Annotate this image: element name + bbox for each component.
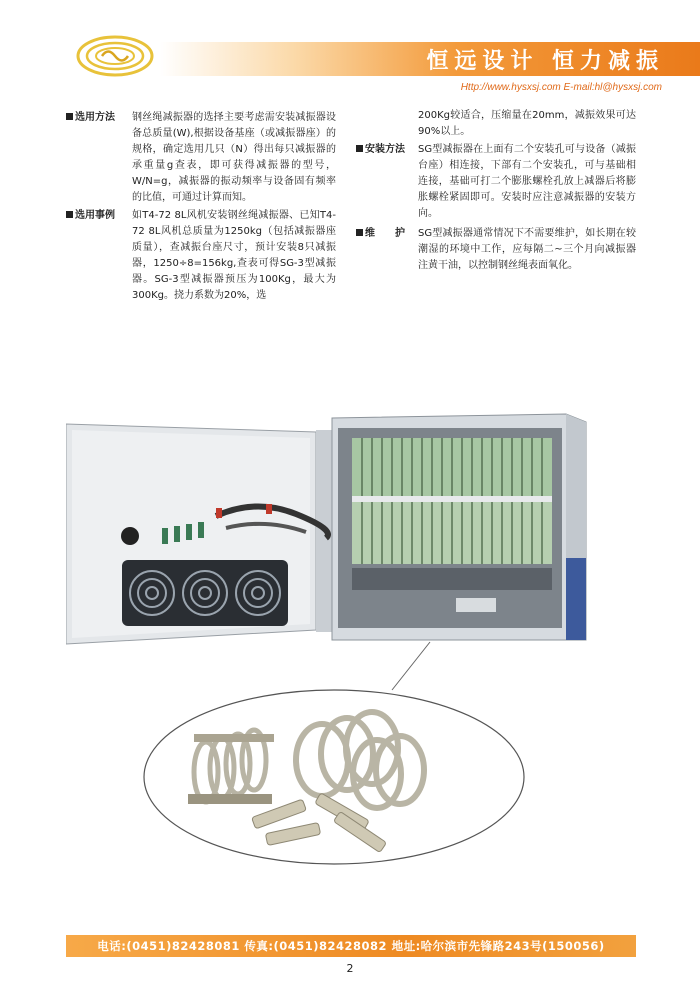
company-logo xyxy=(76,35,154,77)
footer-contact-bar xyxy=(66,935,636,957)
section-label xyxy=(66,110,132,126)
equipment-cabinet-photo xyxy=(66,408,632,648)
installation-text: SG型减振器在上面有二个安装孔可与设备（减振台座）相连接，下部有二个安装孔，可与基础相连接，基础可打二个膨胀螺栓孔放上减器后将膨胀螺栓紧固即可。安装时应注意减振器的安装方向。 xyxy=(418,144,636,219)
selection-method-label: 选用方法 xyxy=(75,112,115,123)
maintenance-label: 维 护 xyxy=(365,228,405,239)
selection-example-section xyxy=(66,208,336,304)
right-text-column xyxy=(356,108,636,276)
section-label xyxy=(356,226,418,242)
website-email: Http://www.hysxsj.com E-mail:hl@hysxsj.com xyxy=(460,82,662,93)
section-label xyxy=(356,142,418,158)
maintenance-section xyxy=(356,226,636,274)
footer-contact-text: 电话:(0451)82428081 传真:(0451)82428082 地址:哈尔滨市先锋路243号(150056) xyxy=(97,939,605,953)
selection-method-section xyxy=(66,110,336,206)
left-text-column xyxy=(66,110,336,306)
page-number: 2 xyxy=(346,962,354,975)
bullet-square-icon xyxy=(66,211,73,218)
selection-example-text: 如T4-72 8L风机安装钢丝绳减振器、已知T4-72 8L风机总质量为1250kg（包括减振器座质量），查减振台座尺寸，预计安装8只减振器，1250÷8=156kg,查表可得SG-3型减振器。SG-3型减振器预压为100Kg，最大为300Kg。挠力系数为20%，选 xyxy=(132,210,336,301)
bullet-square-icon xyxy=(356,229,363,236)
selection-example-label: 选用事例 xyxy=(75,210,115,221)
bullet-square-icon xyxy=(66,113,73,120)
bullet-square-icon xyxy=(356,145,363,152)
installation-label: 安装方法 xyxy=(365,144,405,155)
wire-rope-isolators-photo xyxy=(142,688,526,866)
selection-method-text: 钢丝绳减振器的选择主要考虑需安装减振器设备总质量(W),根据设备基座（或减振器座）的规格，确定选用几只（N）得出每只减振器的承重量g查表，即可获得减振器的型号，W/N=g，减振器的振动频率与设备固有频率的比值，可通过计算而知。 xyxy=(132,112,336,203)
page-title: 恒远设计 恒力减振 xyxy=(426,49,664,74)
installation-section xyxy=(356,142,636,222)
maintenance-text: SG型减振器通常情况下不需要维护，如长期在较潮湿的环境中工作，应每隔二~三个月向减振器注黄干油，以控制钢丝绳表面氧化。 xyxy=(418,228,636,271)
section-label xyxy=(66,208,132,224)
selection-example-continuation: 200Kg较适合，压缩量在20mm，减振效果可达90%以上。 xyxy=(418,110,636,137)
